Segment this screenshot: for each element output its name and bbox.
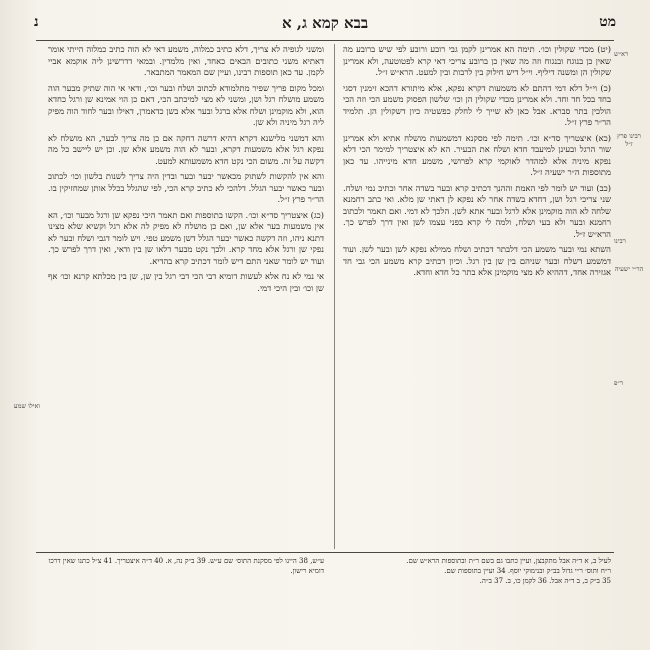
footnotes-left bbox=[48, 556, 324, 576]
margin-note: ואילו שמע bbox=[13, 402, 41, 410]
paragraph: והא אין להקשות לשתוק מכאשר יבער ובער ובדין היה צריך לשנות בלשון וכו׳ לכתוב ובער כאשר יבער הגלל. דלהכי לא כתיב קרא הכי, לפי שהגלל בכלל אותן שמחזיקין בו. הר״ר פרץ ז״ל. bbox=[48, 171, 324, 204]
margin-note: רבינו bbox=[614, 237, 626, 245]
footnote-rule bbox=[36, 552, 614, 553]
margin-note: רבינו פרץ ז״ל bbox=[617, 132, 641, 148]
footnote: דומיא רישון. bbox=[290, 567, 324, 575]
margin-note: רא״ש bbox=[614, 50, 629, 58]
footnotes-right bbox=[343, 556, 611, 586]
paragraph: אי נמי לא נח אלא לעשות דומיא דבי הכי דבי רגל בין שן, שן בין מכלתא קרנא וכו׳ אף שן וכו׳ ובין היכי דמי. bbox=[48, 271, 324, 293]
paragraph: ומשני לגופיה לא צריך, דלא כתיב כמלוה, משמע דאי לא הוה כתיב כמלוה הייתי אומר דאתיא משני כתובים הבאים כאחד, ואין מלמדין. ובמאי דדרשינן ליה אוקמא אביי לקמן. עד כאן תוספות רבינו, ועיין שם המאמר המתבאר. bbox=[48, 44, 324, 77]
left-column-commentary bbox=[48, 44, 324, 549]
footnote: ע״ש, 38 היינו לפי מסקנת התוס׳ שם ע״ש. 39 ב״ק נה, א. 40 ד״ה איצטריך. 41 צ״ל כתנו שאין דרכו bbox=[48, 557, 324, 565]
paragraph: (יט) מכדי שקולין וכו׳. תימה הא אמרינן לקמן גבי רובע ורובע לפי שיש ברובע מה שאין כן בנוגח ובנגוח וזה מה שאין כן ברובע צריכי דאי קרא לפטוטעה, ולא אמרינן שקולין הן ומשנה דיליף. וי״ל דיש חילוק בין לרבות ובין למעט. הרא״ש ז״ל. bbox=[343, 44, 611, 77]
running-title: בבא קמא ג, א bbox=[281, 14, 369, 32]
footnote: 35 ב״ק ב, ב ד״ה אבל. 36 לקמן כו, ב. 37 ב״ה. bbox=[479, 577, 611, 585]
margin-note: הר״י ישעיה bbox=[614, 265, 644, 273]
column-divider bbox=[334, 44, 335, 549]
paragraph: (כא) איצטריך סד״א וכו׳. תימה לפי מסקנא דמשמעות מושלח אתיא ולא אמרינן שור הרגל ובעינן למיעבד חדא ושלח את הבעיר. הא לא איצטריך למימר הכי דלא נפקא מיניה אלא למהדר לאוקמי קרא לפרושי, משמע חדא מינייהו. עד כאן מתוספות ה״ר ישעיה ז״ל. bbox=[343, 132, 611, 177]
footnote: ר״ח ותוס׳ ר״י גדול בב״ק ובנימוקי יוסף. 34 ועיין בתוספות שם. bbox=[444, 567, 611, 575]
paragraph: השתא נמי ובער משמע הכי דלבתר דכתיב ושלח ממילא נפקא לשן ובער לשן. ועוד דמשמע דשלח ובער שניהם בין שן בין רגל. וכיון דכתיב קרא משמע הכי גבי חד אגזירה אחד, דההיא לא מצי מוקמינן אלא בתר כל חדא וחדא. bbox=[343, 244, 611, 277]
footnote: לעיל ב, א ד״ה אבל מתקבצן, ועיין כתבו גם בשם ר״ת ובתוספות הרא״ש שם. bbox=[406, 557, 611, 565]
header-rule bbox=[36, 40, 614, 41]
page-number-right: מט bbox=[599, 14, 616, 30]
margin-note: ר״פ bbox=[614, 379, 624, 387]
page-number-left: נ bbox=[34, 14, 39, 30]
paragraph: (כג) איצטריך סד״א וכו׳. הקשו בתוספות ואם תאמר היכי נפקא שן ורגל מבער וכו׳, הא אין משמעות בער אלא שן, ואם כן מושלח לא מפיק לה אלא רגל וקשיא שלא מצינו דתנא ניהו, וזה דקשה כאשר יבער הגלל דשן משמע טפי. ויש לומר דגבי ושלח ובער לא נפקי שן ורגל אלא מחד קרא. ולכך נקט מבער דלאו שן בין ודאי, ואין דרך לפרש כך. ועוד יש לומר שאני התם דיש לומר דכתיב קרא בהדיא. bbox=[48, 209, 324, 266]
page-header bbox=[34, 14, 616, 38]
paragraph: (כ) וי״ל דלא דמי דהתם לא משמעות דקרא נפקא, אלא מיתורא דהכא זימנין דסגי בחד בכל חד וחד. ולא אמרינן מכדי שקולין הן וכו׳ שלשון הפסוק משמע הכי וזה הכי הולכין בתר סברא. אבל כאן לא שייך לי לחלק כפשטיה כיון דשקולין הן. תלמיד הר״ר פרץ ז״ל. bbox=[343, 82, 611, 127]
right-column-commentary bbox=[343, 44, 611, 549]
paragraph: והא דמשני מלישנא דקרא דהיא דרשה דחקה אם כן מה צריך לבער, הא מושלח לא נפקא רגל אלא משמעות דקרא, ובער לא הוה משמע אלא שן. וכן יש ליישב כל מה דקשה על זה. משום הכי נקט חדא משמעותא למעט. bbox=[48, 132, 324, 166]
paragraph: (כב) ועוד יש לומר לפי האמת וההנך דכתיב קרא ובער בשדה אחר וכתיב נמי ושלח. שני צריכי רגל ושן, דחדא בשדה אחר לא נפקא לן דאתי שן מלא. ואי כתב רחמנא שלחה לא הוה מוקמינן אלא לרגל ובער אתא לשן. הלכך לא דמי. ואם תאמר ולכתוב רחמנא ובער ולא בעי ושלח, ולמה לי קרא בפני עצמו לשן ואין דרך לפרש כך. הרא״ש ז״ל. bbox=[343, 182, 611, 239]
paragraph: ומכל מקום פריך שפיר מתלמודא לכתוב ושלח ובער וכו׳, ודאי אי הוה שתיק מבער הוה משמע מושלח רגל ושן, ומשני לא מצי למיכתב הכי, דאם כן הוי אמינא שן ורגל כחדא הוא, ולא מוקמינן ושלח אלא ברגל ובער אלא בשן כדאמרן, דאילו ובער לחוד הוה מפיק ליה רגל מיניה ולא שן. bbox=[48, 82, 324, 127]
